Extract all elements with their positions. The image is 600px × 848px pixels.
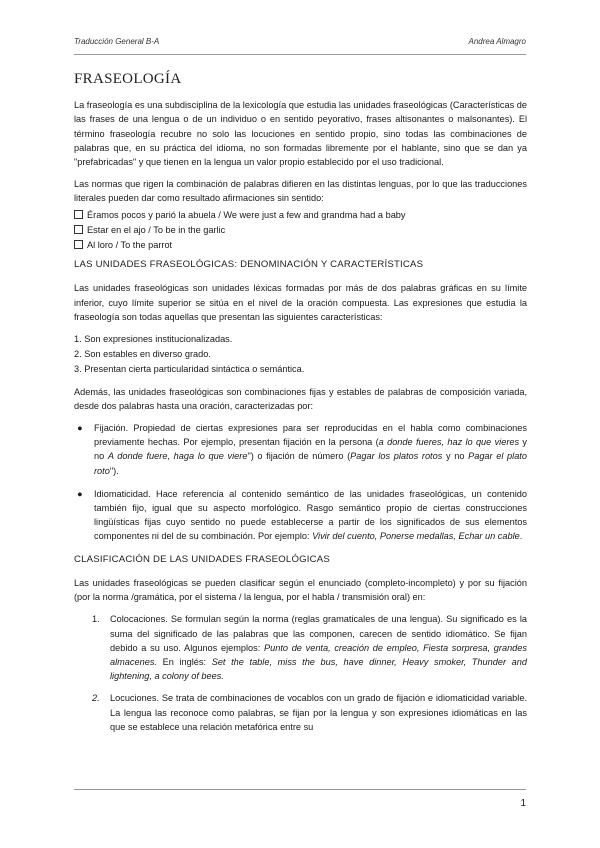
section1-paragraph-2: Además, las unidades fraseológicas son combinaciones fijas y estables de palabras de composición variada, desde dos palabras hasta una oración, caracterizadas por: bbox=[74, 386, 527, 411]
list-item-locuciones: 2. Locuciones. Se trata de combinaciones de vocablos con un grado de fijación e idiomaticidad variable. La lengua las reconoce como palabras, se fijan por la lengua y son expresiones idiomáticas en las que se establece una relación metafórica entre su bbox=[92, 693, 527, 732]
document-body bbox=[74, 72, 527, 742]
intro-paragraph-1: La fraseología es una subdisciplina de la lexicología que estudia las unidades fraseológicas (Características de las frases de una lengua o de un individuo o en sentido peyorativo, frases altisonantes o malsonantes). El término fraseología recubre no solo las locuciones en sentido propio, sino todas las combinaciones de palabras que, en su práctica del idioma, no son formadas libremente por el hablante, sino que se dan ya "prefabricadas" y que tienen en la lengua un valor propio establecido por el uso tradicional. bbox=[74, 100, 527, 168]
list-item: Al loro / To the parrot bbox=[74, 238, 527, 252]
list-item: 1. Son expresiones institucionalizadas. bbox=[74, 334, 233, 345]
list-item-fijacion: ● Fijación. Propiedad de ciertas expresiones para ser reproducidas en el habla como combinaciones previamente hechas. Por ejemplo, presentan fijación en la persona (a donde fueres, haz lo que vieres y no A donde fuere, haga lo que viere") o fijación de número (Pagar los platos rotos y no Pagar el plato roto"). bbox=[77, 423, 527, 476]
bullet-icon: ● bbox=[77, 423, 83, 434]
section1-paragraph-1: Las unidades fraseológicas son unidades léxicas formadas por más de dos palabras gráficas en su límite inferior, cuyo límite superior se sitúa en el nivel de la oración compuesta. Las expresiones que estudia la fraseología son todas aquellas que presentan las siguientes características: bbox=[74, 283, 527, 322]
list-item: Éramos pocos y parió la abuela / We were just a few and grandma had a baby bbox=[74, 208, 527, 222]
example-checklist bbox=[74, 208, 527, 253]
list-item-colocaciones: 1. Colocaciones. Se formulan según la norma (reglas gramaticales de una lengua). Su significado es la suma del significado de las palabras que las componen, carecen de sentido idiomático. Se fijan debido a su uso. Algunos ejemplos: Punto de venta, creación de empleo, Fiesta sorpresa, grandes almacenes. En inglés: Set the table, miss the bus, have dinner, Heavy smoker, Thunder and lightening, a colony of bees. bbox=[92, 614, 527, 682]
header-author: Andrea Almagro bbox=[468, 37, 526, 46]
footer-divider bbox=[74, 789, 526, 790]
section2-paragraph-1: Las unidades fraseológicas se pueden clasificar según el enunciado (completo-incompleto) y por su fijación (por la norma /gramática, por el sistema / la lengua, por el habla / transmisión oral) en: bbox=[74, 577, 527, 603]
list-item: 3. Presentan cierta particularidad sintáctica o semántica. bbox=[74, 364, 305, 375]
list-item: 2. Son estables en diverso grado. bbox=[74, 349, 211, 360]
header-divider bbox=[74, 54, 526, 55]
checkbox-icon bbox=[74, 210, 83, 219]
section-heading-classification: CLASIFICACIÓN DE LAS UNIDADES FRASEOLÓGICAS bbox=[74, 553, 330, 565]
list-item-idiomaticidad: ● Idiomaticidad. Hace referencia al contenido semántico de las unidades fraseológicas, un contenido también fijo, igual que su aspecto morfológico. Rasgo semántico propio de ciertas construcciones lingüísticas fijas cuyo sentido no puede establecerse a partir de los significados de sus elementos componentes ni del de su combinación. Por ejemplo: Vivir del cuento, Ponerse medallas, Echar un cable. bbox=[77, 488, 527, 542]
bullet-icon: ● bbox=[77, 488, 83, 499]
classification-list bbox=[74, 612, 527, 734]
header-course: Traducción General B-A bbox=[74, 37, 160, 46]
section-heading-characteristics: LAS UNIDADES FRASEOLÓGICAS: DENOMINACIÓN Y CARACTERÍSTICAS bbox=[74, 259, 424, 271]
intro-paragraph-2: Las normas que rigen la combinación de palabras difieren en las distintas lenguas, por lo que las traducciones literales pueden dar como resultado afirmaciones sin sentido: bbox=[74, 179, 527, 204]
properties-list bbox=[74, 421, 527, 544]
page-title: FRASEOLOGÍA bbox=[74, 71, 182, 87]
list-item: Estar en el ajo / To be in the garlic bbox=[74, 223, 527, 237]
checkbox-icon bbox=[74, 225, 83, 234]
page-header bbox=[74, 37, 526, 51]
checkbox-icon bbox=[74, 240, 83, 249]
features-list bbox=[74, 332, 527, 377]
page-number: 1 bbox=[520, 798, 526, 809]
